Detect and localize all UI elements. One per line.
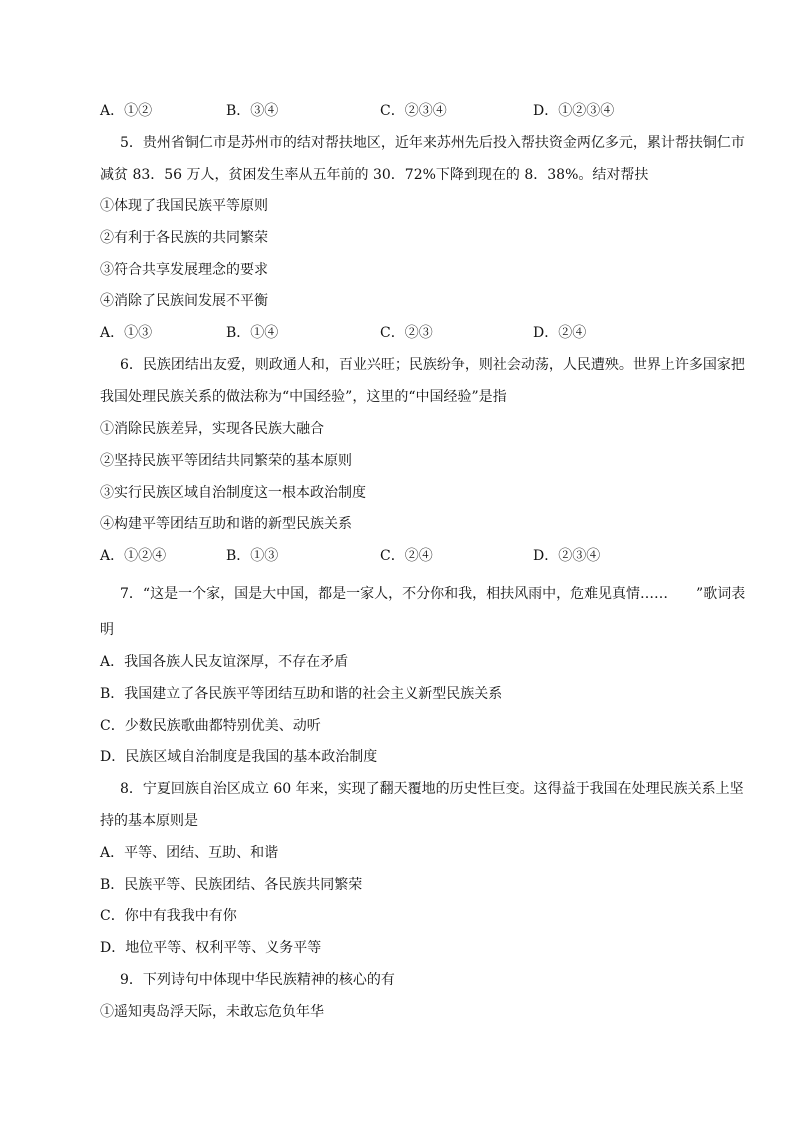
q5-option-c: C．②③	[380, 325, 433, 341]
q8-choice-b: B．民族平等、民族团结、各民族共同繁荣	[100, 877, 363, 893]
q6-option-c: C．②④	[380, 548, 433, 564]
q7-choice-b: B．我国建立了各民族平等团结互助和谐的社会主义新型民族关系	[100, 686, 503, 702]
q8-choice-d: D．地位平等、权利平等、义务平等	[100, 940, 322, 956]
q6-stem-line1: 6．民族团结出友爱，则政通人和，百业兴旺；民族纷争，则社会动荡，人民遭殃。世界上许多国家把	[120, 357, 745, 373]
q9-stem-line1: 9．下列诗句中体现中华民族精神的核心的有	[120, 972, 395, 988]
q6-item-2: ②坚持民族平等团结共同繁荣的基本原则	[100, 453, 352, 469]
q5-item-3: ③符合共享发展理念的要求	[100, 262, 268, 278]
q6-stem-line2: 我国处理民族关系的做法称为“中国经验”，这里的“中国经验”是指	[100, 389, 507, 405]
q7-choice-d: D．民族区域自治制度是我国的基本政治制度	[100, 749, 378, 765]
q7-stem-line2: 明	[100, 622, 114, 638]
q7-choice-c: C．少数民族歌曲都特别优美、动听	[100, 718, 321, 734]
q9-item-1: ①遥知夷岛浮天际，未敢忘危负年华	[100, 1004, 324, 1020]
q6-option-a: A．①②④	[100, 548, 167, 564]
q4-options	[100, 102, 700, 120]
q8-stem-line1: 8．宁夏回族自治区成立 60 年来，实现了翻天覆地的历史性巨变。这得益于我国在处理民族关系上坚	[120, 781, 744, 797]
q8-choice-a: A．平等、团结、互助、和谐	[100, 845, 279, 861]
q5-option-b: B．①④	[226, 325, 279, 341]
q6-option-d: D．②③④	[533, 548, 601, 564]
q6-option-b: B．①③	[226, 548, 279, 564]
q5-item-1: ①体现了我国民族平等原则	[100, 198, 268, 214]
q6-item-3: ③实行民族区域自治制度这一根本政治制度	[100, 485, 366, 501]
q6-options	[100, 547, 700, 565]
q6-item-4: ④构建平等团结互助和谐的新型民族关系	[100, 516, 352, 532]
q7-choice-a: A．我国各族人民友谊深厚，不存在矛盾	[100, 654, 349, 670]
q4-option-b: B．③④	[226, 103, 279, 119]
q8-choice-c: C．你中有我我中有你	[100, 908, 237, 924]
q5-option-a: A．①③	[100, 325, 153, 341]
q5-option-d: D．②④	[533, 325, 587, 341]
q5-item-4: ④消除了民族间发展不平衡	[100, 293, 268, 309]
q6-item-1: ①消除民族差异，实现各民族大融合	[100, 421, 324, 437]
q4-option-d: D．①②③④	[533, 103, 615, 119]
q7-stem-line1: 7．“这是一个家，国是大中国，都是一家人，不分你和我，相扶风雨中，危难见真情…… ”歌词表	[120, 586, 746, 602]
q8-stem-line2: 持的基本原则是	[100, 813, 198, 829]
q5-stem-line2: 减贫 83．56 万人，贫困发生率从五年前的 30．72%下降到现在的 8．38%。结对帮扶	[100, 167, 649, 183]
q4-option-c: C．②③④	[380, 103, 447, 119]
q5-item-2: ②有利于各民族的共同繁荣	[100, 230, 268, 246]
q4-option-a: A．①②	[100, 103, 153, 119]
q5-stem-line1: 5．贵州省铜仁市是苏州市的结对帮扶地区，近年来苏州先后投入帮扶资金两亿多元，累计帮扶铜仁市	[120, 135, 745, 151]
q5-options	[100, 324, 700, 342]
